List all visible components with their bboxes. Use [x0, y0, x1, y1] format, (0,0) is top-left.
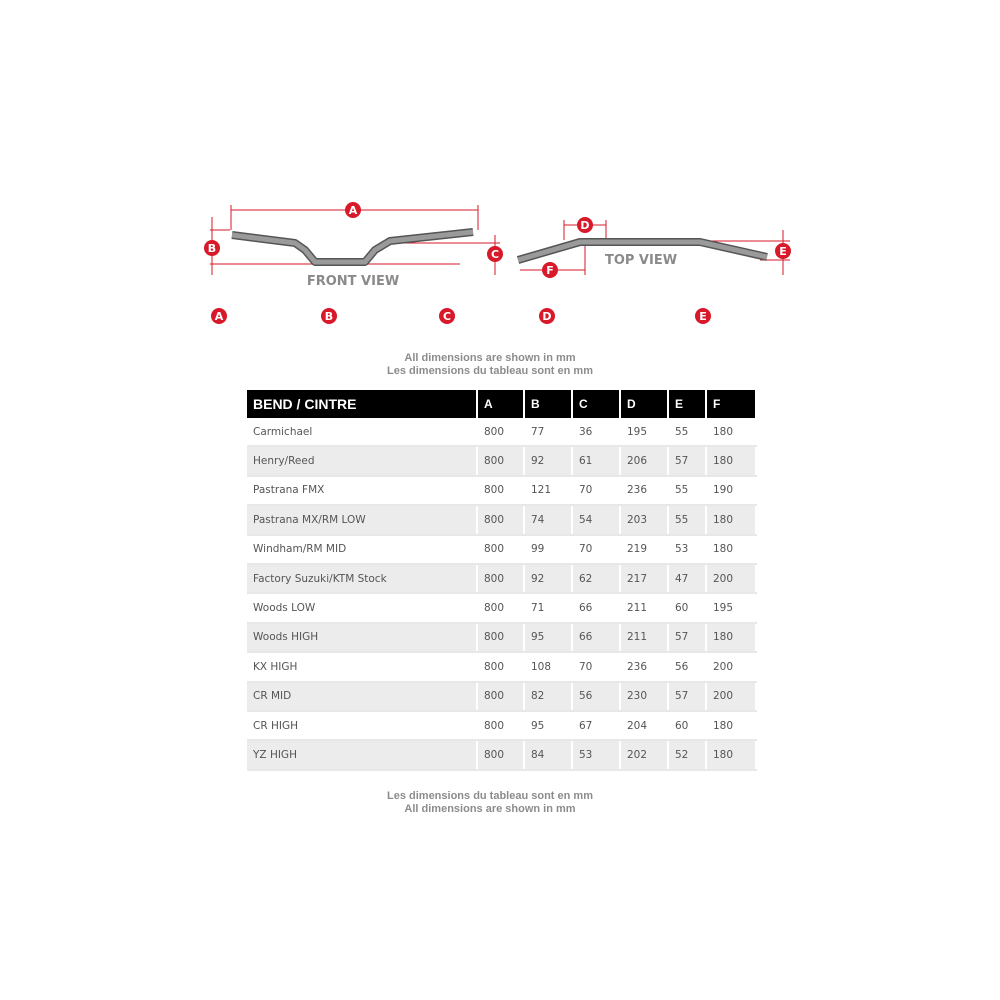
- dimension-cell: 53: [572, 740, 620, 769]
- legend-label: Clamp Area: [561, 312, 633, 325]
- svg-text:C: C: [442, 310, 452, 323]
- dimension-cell: 180: [706, 505, 756, 534]
- dimension-cell: 206: [620, 446, 668, 475]
- marker-a: [345, 202, 361, 218]
- table-row: [247, 418, 756, 446]
- dimension-cell: 66: [572, 623, 620, 652]
- svg-text:E: E: [699, 310, 707, 323]
- table-header: [247, 390, 756, 418]
- bend-name-cell: YZ HIGH: [247, 740, 477, 769]
- dimension-cell: 204: [620, 711, 668, 740]
- bend-name-cell: Carmichael: [247, 418, 477, 446]
- column-header: A: [477, 390, 524, 418]
- units-note-bottom: [0, 790, 990, 816]
- dimension-cell: 53: [668, 535, 706, 564]
- dimension-cell: 203: [620, 505, 668, 534]
- bend-name-cell: Henry/Reed: [247, 446, 477, 475]
- dimension-cell: 800: [477, 564, 524, 593]
- dimension-legend: [211, 308, 758, 325]
- svg-text:E: E: [779, 245, 787, 258]
- dimension-cell: 800: [477, 476, 524, 505]
- front-view-label: FRONT VIEW: [306, 274, 400, 289]
- units-note-top: [0, 352, 990, 378]
- dimension-cell: 77: [524, 418, 572, 446]
- dimension-cell: 56: [572, 682, 620, 711]
- marker-d: [577, 217, 593, 233]
- dimension-cell: 57: [668, 623, 706, 652]
- table-row: [247, 535, 756, 564]
- dimension-cell: 67: [572, 711, 620, 740]
- dimension-cell: 800: [477, 418, 524, 446]
- table-row: [247, 593, 756, 622]
- dimension-cell: 55: [668, 418, 706, 446]
- dimension-cell: 200: [706, 564, 756, 593]
- dimension-cell: 99: [524, 535, 572, 564]
- dimension-cell: 800: [477, 740, 524, 769]
- dimension-cell: 180: [706, 740, 756, 769]
- dimension-cell: 200: [706, 682, 756, 711]
- dimension-cell: 47: [668, 564, 706, 593]
- dimension-cell: 108: [524, 652, 572, 681]
- legend-item: [211, 308, 270, 325]
- dimension-cell: 70: [572, 652, 620, 681]
- legend-item: [539, 308, 632, 325]
- dimension-cell: 800: [477, 446, 524, 475]
- bend-name-cell: Windham/RM MID: [247, 535, 477, 564]
- legend-label: Sweep: [717, 312, 758, 325]
- dimension-cell: 74: [524, 505, 572, 534]
- dimension-cell: 70: [572, 476, 620, 505]
- dimension-cell: 60: [668, 593, 706, 622]
- dimension-cell: 800: [477, 711, 524, 740]
- dimension-cell: 195: [706, 593, 756, 622]
- dimension-cell: 82: [524, 682, 572, 711]
- dimension-cell: 200: [706, 652, 756, 681]
- table-row: [247, 740, 756, 769]
- dimension-cell: 70: [572, 535, 620, 564]
- dimension-cell: 60: [668, 711, 706, 740]
- dimension-cell: 800: [477, 623, 524, 652]
- marker-f: [542, 262, 558, 278]
- dimension-cell: 95: [524, 623, 572, 652]
- svg-text:D: D: [580, 219, 590, 232]
- svg-text:B: B: [207, 242, 217, 255]
- dimension-cell: 800: [477, 682, 524, 711]
- dimension-cell: 180: [706, 446, 756, 475]
- dimension-cell: 800: [477, 535, 524, 564]
- handlebar-diagram: [200, 195, 800, 335]
- bend-name-cell: Woods LOW: [247, 593, 477, 622]
- bend-dimensions-table: [247, 390, 757, 771]
- dimension-cell: 56: [668, 652, 706, 681]
- bend-name-cell: Woods HIGH: [247, 623, 477, 652]
- dimension-cell: 211: [620, 623, 668, 652]
- dimension-cell: 66: [572, 593, 620, 622]
- column-header: BEND / CINTRE: [247, 390, 477, 418]
- dimension-cell: 800: [477, 652, 524, 681]
- dimension-cell: 55: [668, 476, 706, 505]
- top-view-label: TOP VIEW: [604, 253, 678, 268]
- dimension-cell: 180: [706, 711, 756, 740]
- dimension-cell: 92: [524, 564, 572, 593]
- legend-item: [695, 308, 758, 325]
- units-note-en: All dimensions are shown in mm: [404, 352, 576, 364]
- marker-e: [775, 243, 791, 259]
- table-row: [247, 682, 756, 711]
- dimension-cell: 62: [572, 564, 620, 593]
- marker-b: [204, 240, 220, 256]
- dimension-cell: 236: [620, 476, 668, 505]
- dimension-cell: 190: [706, 476, 756, 505]
- dimension-cell: 95: [524, 711, 572, 740]
- table-row: [247, 476, 756, 505]
- dimension-cell: 54: [572, 505, 620, 534]
- dimension-cell: 61: [572, 446, 620, 475]
- column-header: B: [524, 390, 572, 418]
- dimension-cell: 180: [706, 623, 756, 652]
- units-note-fr: Les dimensions du tableau sont en mm: [387, 365, 593, 377]
- bend-name-cell: CR MID: [247, 682, 477, 711]
- table-row: [247, 623, 756, 652]
- table-row: [247, 652, 756, 681]
- dimension-cell: 180: [706, 418, 756, 446]
- dimension-cell: 230: [620, 682, 668, 711]
- dimension-cell: 84: [524, 740, 572, 769]
- dimension-cell: 195: [620, 418, 668, 446]
- svg-text:B: B: [324, 310, 334, 323]
- dimension-cell: 121: [524, 476, 572, 505]
- dimension-cell: 57: [668, 682, 706, 711]
- dimension-cell: 211: [620, 593, 668, 622]
- units-note-fr: Les dimensions du tableau sont en mm: [387, 790, 593, 802]
- table-row: [247, 446, 756, 475]
- dimension-cell: 800: [477, 593, 524, 622]
- column-header: C: [572, 390, 620, 418]
- dimension-cell: 55: [668, 505, 706, 534]
- svg-text:F: F: [546, 264, 554, 277]
- dimension-cell: 236: [620, 652, 668, 681]
- legend-label: Width: [233, 312, 270, 325]
- dimension-cell: 52: [668, 740, 706, 769]
- bend-name-cell: Pastrana FMX: [247, 476, 477, 505]
- legend-item: [321, 308, 384, 325]
- dimension-cell: 219: [620, 535, 668, 564]
- bend-name-cell: CR HIGH: [247, 711, 477, 740]
- dimension-cell: 71: [524, 593, 572, 622]
- svg-text:A: A: [214, 310, 224, 323]
- bend-name-cell: Factory Suzuki/KTM Stock: [247, 564, 477, 593]
- dimension-cell: 36: [572, 418, 620, 446]
- dimension-cell: 92: [524, 446, 572, 475]
- table-row: [247, 505, 756, 534]
- column-header: F: [706, 390, 756, 418]
- dimension-cell: 217: [620, 564, 668, 593]
- table-row: [247, 564, 756, 593]
- column-header: D: [620, 390, 668, 418]
- column-header: E: [668, 390, 706, 418]
- marker-c: [487, 246, 503, 262]
- bend-name-cell: Pastrana MX/RM LOW: [247, 505, 477, 534]
- svg-text:A: A: [348, 204, 358, 217]
- svg-text:D: D: [542, 310, 552, 323]
- legend-label: Rise: [461, 312, 488, 325]
- bend-name-cell: KX HIGH: [247, 652, 477, 681]
- dimension-cell: 202: [620, 740, 668, 769]
- legend-label: Height: [343, 312, 385, 325]
- svg-text:C: C: [490, 248, 500, 261]
- dimension-cell: 180: [706, 535, 756, 564]
- dimension-cell: 800: [477, 505, 524, 534]
- table-row: [247, 711, 756, 740]
- units-note-en: All dimensions are shown in mm: [404, 803, 576, 815]
- legend-item: [439, 308, 487, 325]
- dimension-cell: 57: [668, 446, 706, 475]
